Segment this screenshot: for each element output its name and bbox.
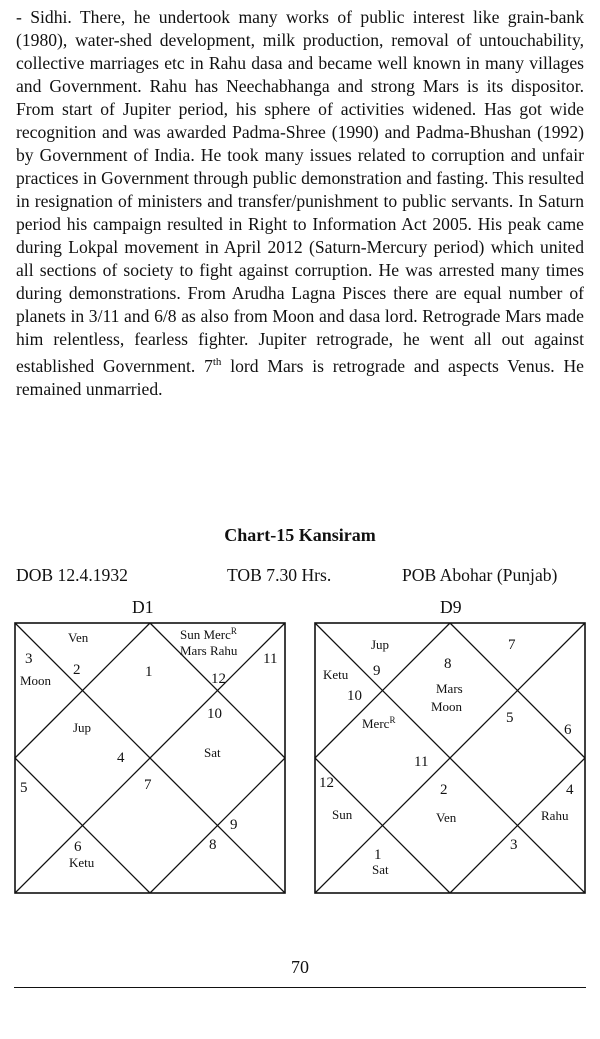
d9-planet-rahu: Rahu <box>541 808 569 823</box>
ordinal-superscript: th <box>212 356 222 368</box>
d1-planet-ketu: Ketu <box>69 855 95 870</box>
d9-planet-venus: Ven <box>436 810 457 825</box>
d1-house-number: 1 <box>145 664 153 680</box>
d1-planet-sun-mercury: Sun Merc$^R$ <box>180 626 237 642</box>
d1-house-number: 10 <box>207 706 222 722</box>
d9-planet-ketu: Ketu <box>323 667 349 682</box>
paragraph-text-end: lord Mars is retrograde and aspects Venus. He remained unmarried. <box>16 355 584 399</box>
d1-planet-mars-rahu: Mars Rahu <box>180 643 238 658</box>
d9-house-number: 7 <box>508 637 516 653</box>
d9-planet-mars: Mars <box>436 681 463 696</box>
d9-planet-sun: Sun <box>332 807 353 822</box>
d1-planet-venus: Ven <box>68 630 89 645</box>
d9-house-number: 6 <box>564 722 572 738</box>
page-number: 70 <box>291 957 309 977</box>
d1-house-number: 4 <box>117 750 125 766</box>
d9-planet-moon: Moon <box>431 699 463 714</box>
d1-planet-jupiter: Jup <box>73 720 92 735</box>
body-paragraph <box>16 6 584 401</box>
paragraph-text: - Sidhi. There, he undertook many works of public interest like grain-bank (1980), water-shed development, milk production, removal of untouchability, collective marriages etc in Rahu dasa and became well known in many villages and Government. Rahu has Neechabhanga and strong Mars is its dispositor. From start of Jupiter period, his sphere of activities widened. Has got wide recognition and was awarded Padma-Shree (1990) and Padma-Bhushan (1992) by Government of India. He took many issues related to corruption and unfair practices in Government through public demonstration and fasting. This resulted in resignation of ministers and transfer/punishment to public servants. In Saturn period his campaign resulted in Right to Information Act 2005. His peak came during Lokpal movement in April 2012 (Saturn-Mercury period) which united all sections of society to fight against corruption. He was arrested many times during demonstrations. From Arudha Lagna Pisces there are equal number of planets in 3/11 and 6/8 as also from Moon and dasa lord. Retrograde Mars made him relentless, fearless fighter. Jupiter retrograde, he went all out against established Government. 7 <box>16 7 584 376</box>
d9-planet-saturn: Sat <box>372 862 389 877</box>
d9-house-number: 2 <box>440 782 448 798</box>
d1-house-number: 7 <box>144 777 152 793</box>
d9-house-number: 10 <box>347 688 362 704</box>
d9-label: D9 <box>440 597 462 617</box>
d9-planet-mercury: Merc$^R$ <box>362 715 396 731</box>
d1-planet-moon: Moon <box>20 673 52 688</box>
d9-house-number: 1 <box>374 847 382 863</box>
d9-house-number: 11 <box>414 754 429 770</box>
d9-planet-jupiter: Jup <box>371 637 390 652</box>
birth-date: DOB 12.4.1932 <box>16 565 128 585</box>
d1-house-number: 11 <box>263 651 278 667</box>
birth-place: POB Abohar (Punjab) <box>402 565 558 585</box>
d1-planet-saturn: Sat <box>204 745 221 760</box>
d1-house-number: 3 <box>25 651 33 667</box>
d9-house-number: 5 <box>506 710 514 726</box>
d9-house-number: 4 <box>566 782 574 798</box>
d9-house-number: 12 <box>319 775 334 791</box>
d1-label: D1 <box>132 597 154 617</box>
d1-house-number: 2 <box>73 662 81 678</box>
d1-house-number: 8 <box>209 837 217 853</box>
d1-house-number: 9 <box>230 817 238 833</box>
d9-house-number: 3 <box>510 837 518 853</box>
d9-house-number: 8 <box>444 656 452 672</box>
d1-house-number: 5 <box>20 780 28 796</box>
d1-house-number: 12 <box>211 671 226 687</box>
d1-chart <box>14 622 286 894</box>
footer-rule <box>14 987 586 988</box>
d9-chart <box>314 622 586 894</box>
chart-title: Chart-15 Kansiram <box>224 525 376 545</box>
d1-house-number: 6 <box>74 839 82 855</box>
birth-time: TOB 7.30 Hrs. <box>227 565 332 585</box>
d9-house-number: 9 <box>373 663 381 679</box>
